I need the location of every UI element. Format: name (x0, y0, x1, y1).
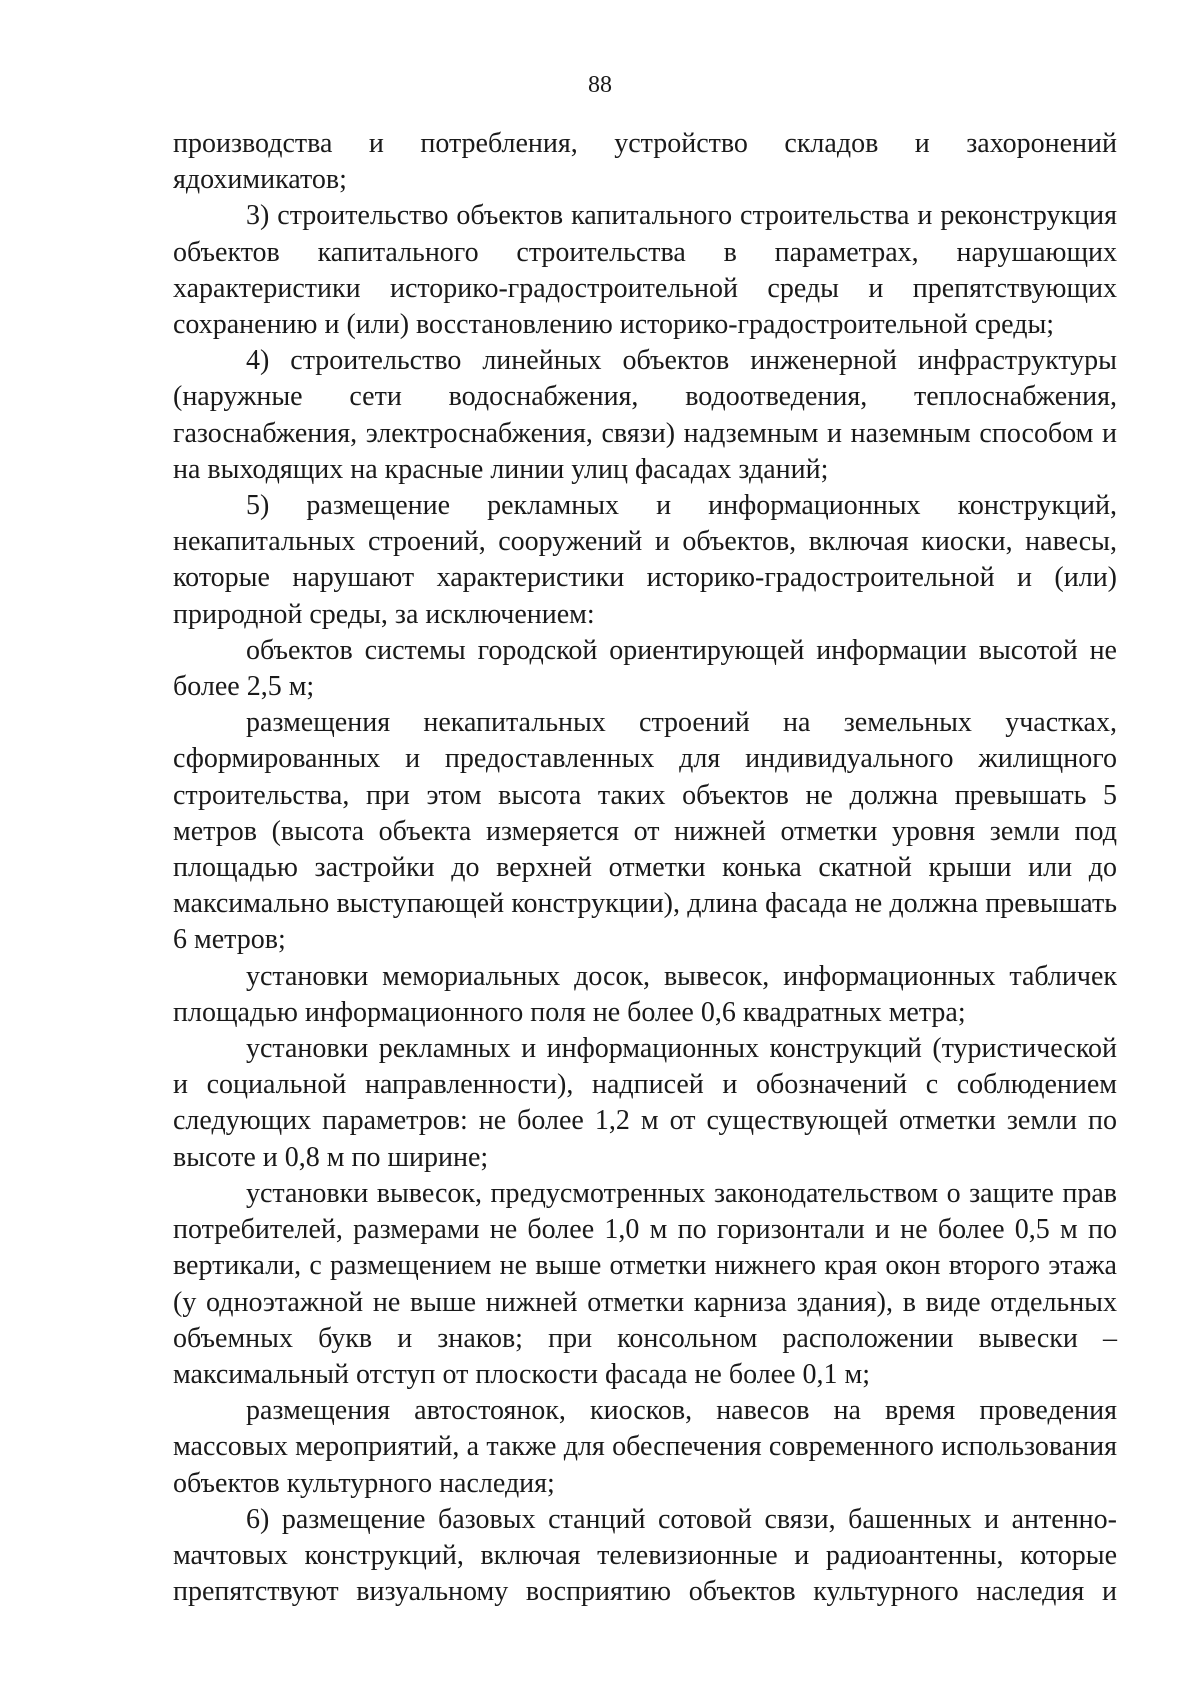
paragraph-continuation: производства и потребления, устройство складов и захоронений ядохимикатов; (173, 128, 1117, 196)
paragraph-exception-non-capital-structures: размещения некапитальных строений на земельных участках, сформированных и предоставленных для индивидуального жилищного строительства, при этом высота таких объектов не должна превышать 5 метров (высота объекта измеряется от нижней отметки уровня земли под площадью застройки до верхней отметки конька скатной крыши или до максимально выступающей конструкции), длина фасада не должна превышать 6 метров; (173, 707, 1117, 956)
paragraph-exception-memorial-plaques: установки мемориальных досок, вывесок, информационных табличек площадью информационного поля не более 0,6 квадратных метра; (173, 960, 1117, 1028)
paragraph-exception-signboards: установки вывесок, предусмотренных законодательством о защите прав потребителей, размерами не более 1,0 м по горизонтали и не более 0,5 м по вертикали, с размещением не выше отметки нижнего края окон второго этажа (у одноэтажной не выше нижней отметки карниза здания), в виде отдельных объемных букв и знаков; при консольном расположении вывески – максимальный отступ от плоскости фасада не более 0,1 м; (173, 1177, 1117, 1390)
paragraph-item-5: 5) размещение рекламных и информационных конструкций, некапитальных строений, сооружений и объектов, включая киоски, навесы, которые нарушают характеристики историко-градостроительной и (или) природной среды, за исключением: (173, 490, 1117, 630)
paragraph-item-3: 3) строительство объектов капитального строительства и реконструкция объектов капитального строительства в параметрах, нарушающих характеристики историко-градостроительной среды и препятствующих сохранению и (или) восстановлению историко-градостроительной среды; (173, 200, 1117, 341)
paragraph-exception-parking-kiosks: размещения автостоянок, киосков, навесов на время проведения массовых мероприятий, а также для обеспечения современного использования объектов культурного наследия; (173, 1395, 1117, 1499)
paragraph-item-4: 4) строительство линейных объектов инженерной инфраструктуры (наружные сети водоснабжения, водоотведения, теплоснабжения, газоснабжения, электроснабжения, связи) надземным и наземным способом и на выходящих на красные линии улиц фасадах зданий; (173, 345, 1117, 485)
paragraph-item-6: 6) размещение базовых станций сотовой связи, башенных и антенно-мачтовых конструкций, включая телевизионные и радиоантенны, которые препятствуют визуальному восприятию объектов культурного наследия и (173, 1503, 1117, 1608)
document-body (173, 126, 1117, 1610)
paragraph-exception-advertising-structures: установки рекламных и информационных конструкций (туристической и социальной направленности), надписей и обозначений с соблюдением следующих параметров: не более 1,2 м от существующей отметки земли по высоте и 0,8 м по ширине; (173, 1033, 1117, 1173)
page-number: 88 (588, 72, 612, 98)
paragraph-exception-orientation-info: объектов системы городской ориентирующей информации высотой не более 2,5 м; (173, 634, 1117, 703)
